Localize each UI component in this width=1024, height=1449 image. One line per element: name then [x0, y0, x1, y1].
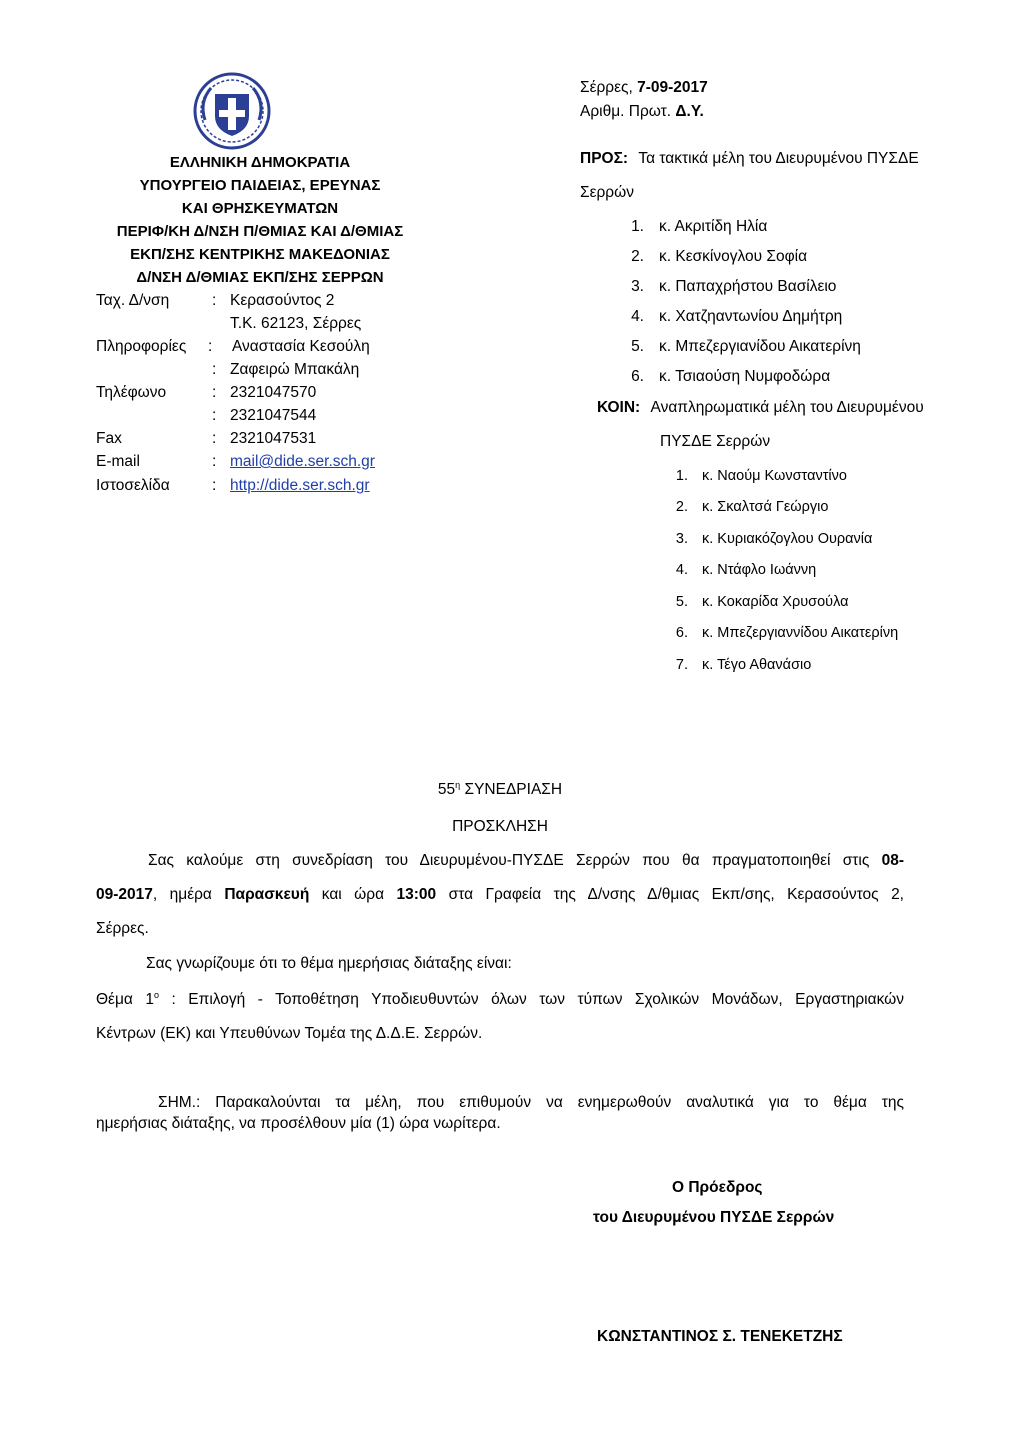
topic-prefix: Θέμα 1 — [96, 991, 154, 1009]
to-text-continued: Σερρών — [580, 184, 634, 201]
colon: : — [212, 407, 217, 424]
protocol-prefix: Αριθμ. Πρωτ. — [580, 103, 676, 120]
email-label: E-mail — [96, 453, 140, 470]
meeting-day: Παρασκευή — [224, 886, 310, 903]
member-name: κ. Ναούμ Κωνσταντίνο — [702, 468, 847, 484]
member-name: κ. Τσιαούση Νυμφοδώρα — [659, 368, 831, 385]
colon: : — [212, 361, 217, 378]
topic-ordinal: ο — [153, 990, 159, 1000]
address-value: Κερασούντος 2 — [230, 292, 335, 309]
item-number: 4. — [675, 562, 688, 578]
session-word: ΣΥΝΕΔΡΙΑΣΗ — [460, 781, 563, 799]
to-line — [580, 150, 919, 168]
header-line: Δ/ΝΣΗ Δ/ΘΜΙΑΣ ΕΚΠ/ΣΗΣ ΣΕΡΡΩΝ — [136, 269, 384, 286]
to-text: Τα τακτικά μέλη του Διευρυμένου ΠΥΣΔΕ — [638, 150, 919, 167]
member-name: κ. Μπεζεργιαννίδου Αικατερίνη — [702, 625, 899, 641]
agenda-topic — [96, 990, 904, 1009]
colon: : — [212, 292, 217, 309]
to-label: ΠΡΟΣ: — [580, 150, 629, 167]
agenda-intro: Σας γνωρίζουμε ότι το θέμα ημερήσιας διάταξης είναι: — [146, 955, 512, 972]
item-number: 1. — [675, 468, 688, 484]
info-label: Πληροφορίες — [96, 338, 187, 355]
signatory-name: ΚΩΝΣΤΑΝΤΙΝΟΣ Σ. ΤΕΝΕΚΕΤΖΗΣ — [597, 1328, 843, 1345]
header-line: ΕΛΛΗΝΙΚΗ ΔΗΜΟΚΡΑΤΙΑ — [169, 154, 351, 171]
page-title — [96, 780, 904, 799]
signature-subtitle: του Διευρυμένου ΠΥΣΔΕ Σερρών — [593, 1209, 835, 1226]
invitation-heading: ΠΡΟΣΚΛΗΣΗ — [452, 818, 548, 835]
member-name: κ. Κεσκίνογλου Σοφία — [659, 248, 808, 265]
item-number: 7. — [675, 657, 688, 673]
member-name: κ. Κυριακόζογλου Ουρανία — [702, 531, 873, 547]
item-number: 2. — [675, 499, 688, 515]
item-number: 5. — [631, 338, 644, 355]
cc-text: Αναπληρωματικά μέλη του Διευρυμένου — [650, 399, 924, 416]
website-link[interactable]: http://dide.ser.sch.gr — [230, 477, 370, 494]
note-line-2: ημερήσιας διάταξης, να προσέλθουν μία (1) ώρα νωρίτερα. — [96, 1115, 501, 1132]
protocol-number — [580, 103, 704, 121]
meeting-time: 13:00 — [396, 886, 437, 903]
address-value-2: Τ.Κ. 62123, Σέρρες — [230, 315, 362, 332]
note-line — [96, 1094, 904, 1112]
item-number: 5. — [675, 594, 688, 610]
colon: : — [212, 453, 217, 470]
member-name: κ. Κοκαρίδα Χρυσούλα — [702, 594, 849, 610]
info-value-2: Ζαφειρώ Μπακάλη — [230, 361, 360, 378]
text: και ώρα — [309, 886, 397, 903]
phone-value-2: 2321047544 — [230, 407, 317, 424]
topic-text: : Επιλογή - Τοποθέτηση Υποδιευθυντών όλων των τύπων Σχολικών Μονάδων, Εργαστηριακών — [159, 991, 904, 1009]
cc-line — [597, 399, 924, 417]
member-name: κ. Χατζηαντωνίου Δημήτρη — [659, 308, 843, 325]
cc-label: ΚΟΙΝ: — [597, 399, 641, 416]
item-number: 6. — [675, 625, 688, 641]
place-date — [580, 79, 708, 97]
item-number: 4. — [631, 308, 644, 325]
header-line: ΚΑΙ ΘΡΗΣΚΕΥΜΑΤΩΝ — [181, 200, 339, 217]
member-name: κ. Τέγο Αθανάσιο — [702, 657, 812, 673]
document-date: 7-09-2017 — [637, 79, 708, 96]
colon: : — [212, 430, 217, 447]
email-link[interactable]: mail@dide.ser.sch.gr — [230, 453, 375, 470]
member-name: κ. Σκαλτσά Γεώργιο — [702, 499, 829, 515]
text: , ημέρα — [152, 886, 225, 903]
agenda-topic-continued: Κέντρων (ΕΚ) και Υπευθύνων Τομέα της Δ.Δ.Ε. Σερρών. — [96, 1025, 483, 1042]
greek-emblem-icon — [193, 72, 271, 150]
cc-text-continued: ΠΥΣΔΕ Σερρών — [660, 433, 771, 450]
paragraph-line: Σέρρες. — [96, 920, 149, 937]
header-line: ΠΕΡΙΦ/ΚΗ Δ/ΝΣΗ Π/ΘΜΙΑΣ ΚΑΙ Δ/ΘΜΙΑΣ — [116, 223, 404, 240]
session-number: 55 — [437, 781, 456, 799]
text: στα Γραφεία της Δ/νσης Δ/θμιας Εκπ/σης, Κερασούντος 2, — [436, 886, 904, 903]
item-number: 1. — [631, 218, 644, 235]
meeting-date-part: 08- — [881, 852, 904, 869]
protocol-value: Δ.Υ. — [675, 103, 704, 120]
header-line: ΥΠΟΥΡΓΕΙΟ ΠΑΙΔΕΙΑΣ, ΕΡΕΥΝΑΣ — [139, 177, 381, 194]
item-number: 3. — [631, 278, 644, 295]
meeting-date-part: 09-2017 — [96, 886, 153, 903]
info-value: Αναστασία Κεσούλη — [232, 338, 370, 355]
colon: : — [212, 384, 217, 401]
text: Σας καλούμε στη συνεδρίαση του Διευρυμένου-ΠΥΣΔΕ Σερρών που θα πραγματοποιηθεί στις — [148, 852, 882, 869]
address-label: Ταχ. Δ/νση — [96, 292, 170, 309]
fax-label: Fax — [96, 430, 122, 447]
website-label: Ιστοσελίδα — [96, 477, 170, 494]
item-number: 3. — [675, 531, 688, 547]
item-number: 6. — [631, 368, 644, 385]
member-name: κ. Παπαχρήστου Βασίλειο — [659, 278, 837, 295]
session-ordinal: η — [455, 780, 461, 790]
signature-title: Ο Πρόεδρος — [672, 1179, 763, 1196]
colon: : — [212, 477, 217, 494]
member-name: κ. Μπεζεργιανίδου Αικατερίνη — [659, 338, 861, 355]
fax-value: 2321047531 — [230, 430, 317, 447]
paragraph-line — [96, 852, 904, 870]
phone-value: 2321047570 — [230, 384, 317, 401]
note-text: ΣΗΜ.: Παρακαλούνται τα μέλη, που επιθυμούν να ενημερωθούν αναλυτικά για το θέμα της — [158, 1094, 904, 1111]
place-date-prefix: Σέρρες, — [580, 79, 638, 96]
paragraph-line — [96, 886, 904, 904]
item-number: 2. — [631, 248, 644, 265]
header-line: ΕΚΠ/ΣΗΣ ΚΕΝΤΡΙΚΗΣ ΜΑΚΕΔΟΝΙΑΣ — [130, 246, 390, 263]
member-name: κ. Ακριτίδη Ηλία — [659, 218, 768, 235]
member-name: κ. Ντάφλο Ιωάννη — [702, 562, 817, 578]
colon: : — [208, 338, 213, 355]
phone-label: Τηλέφωνο — [96, 384, 167, 401]
